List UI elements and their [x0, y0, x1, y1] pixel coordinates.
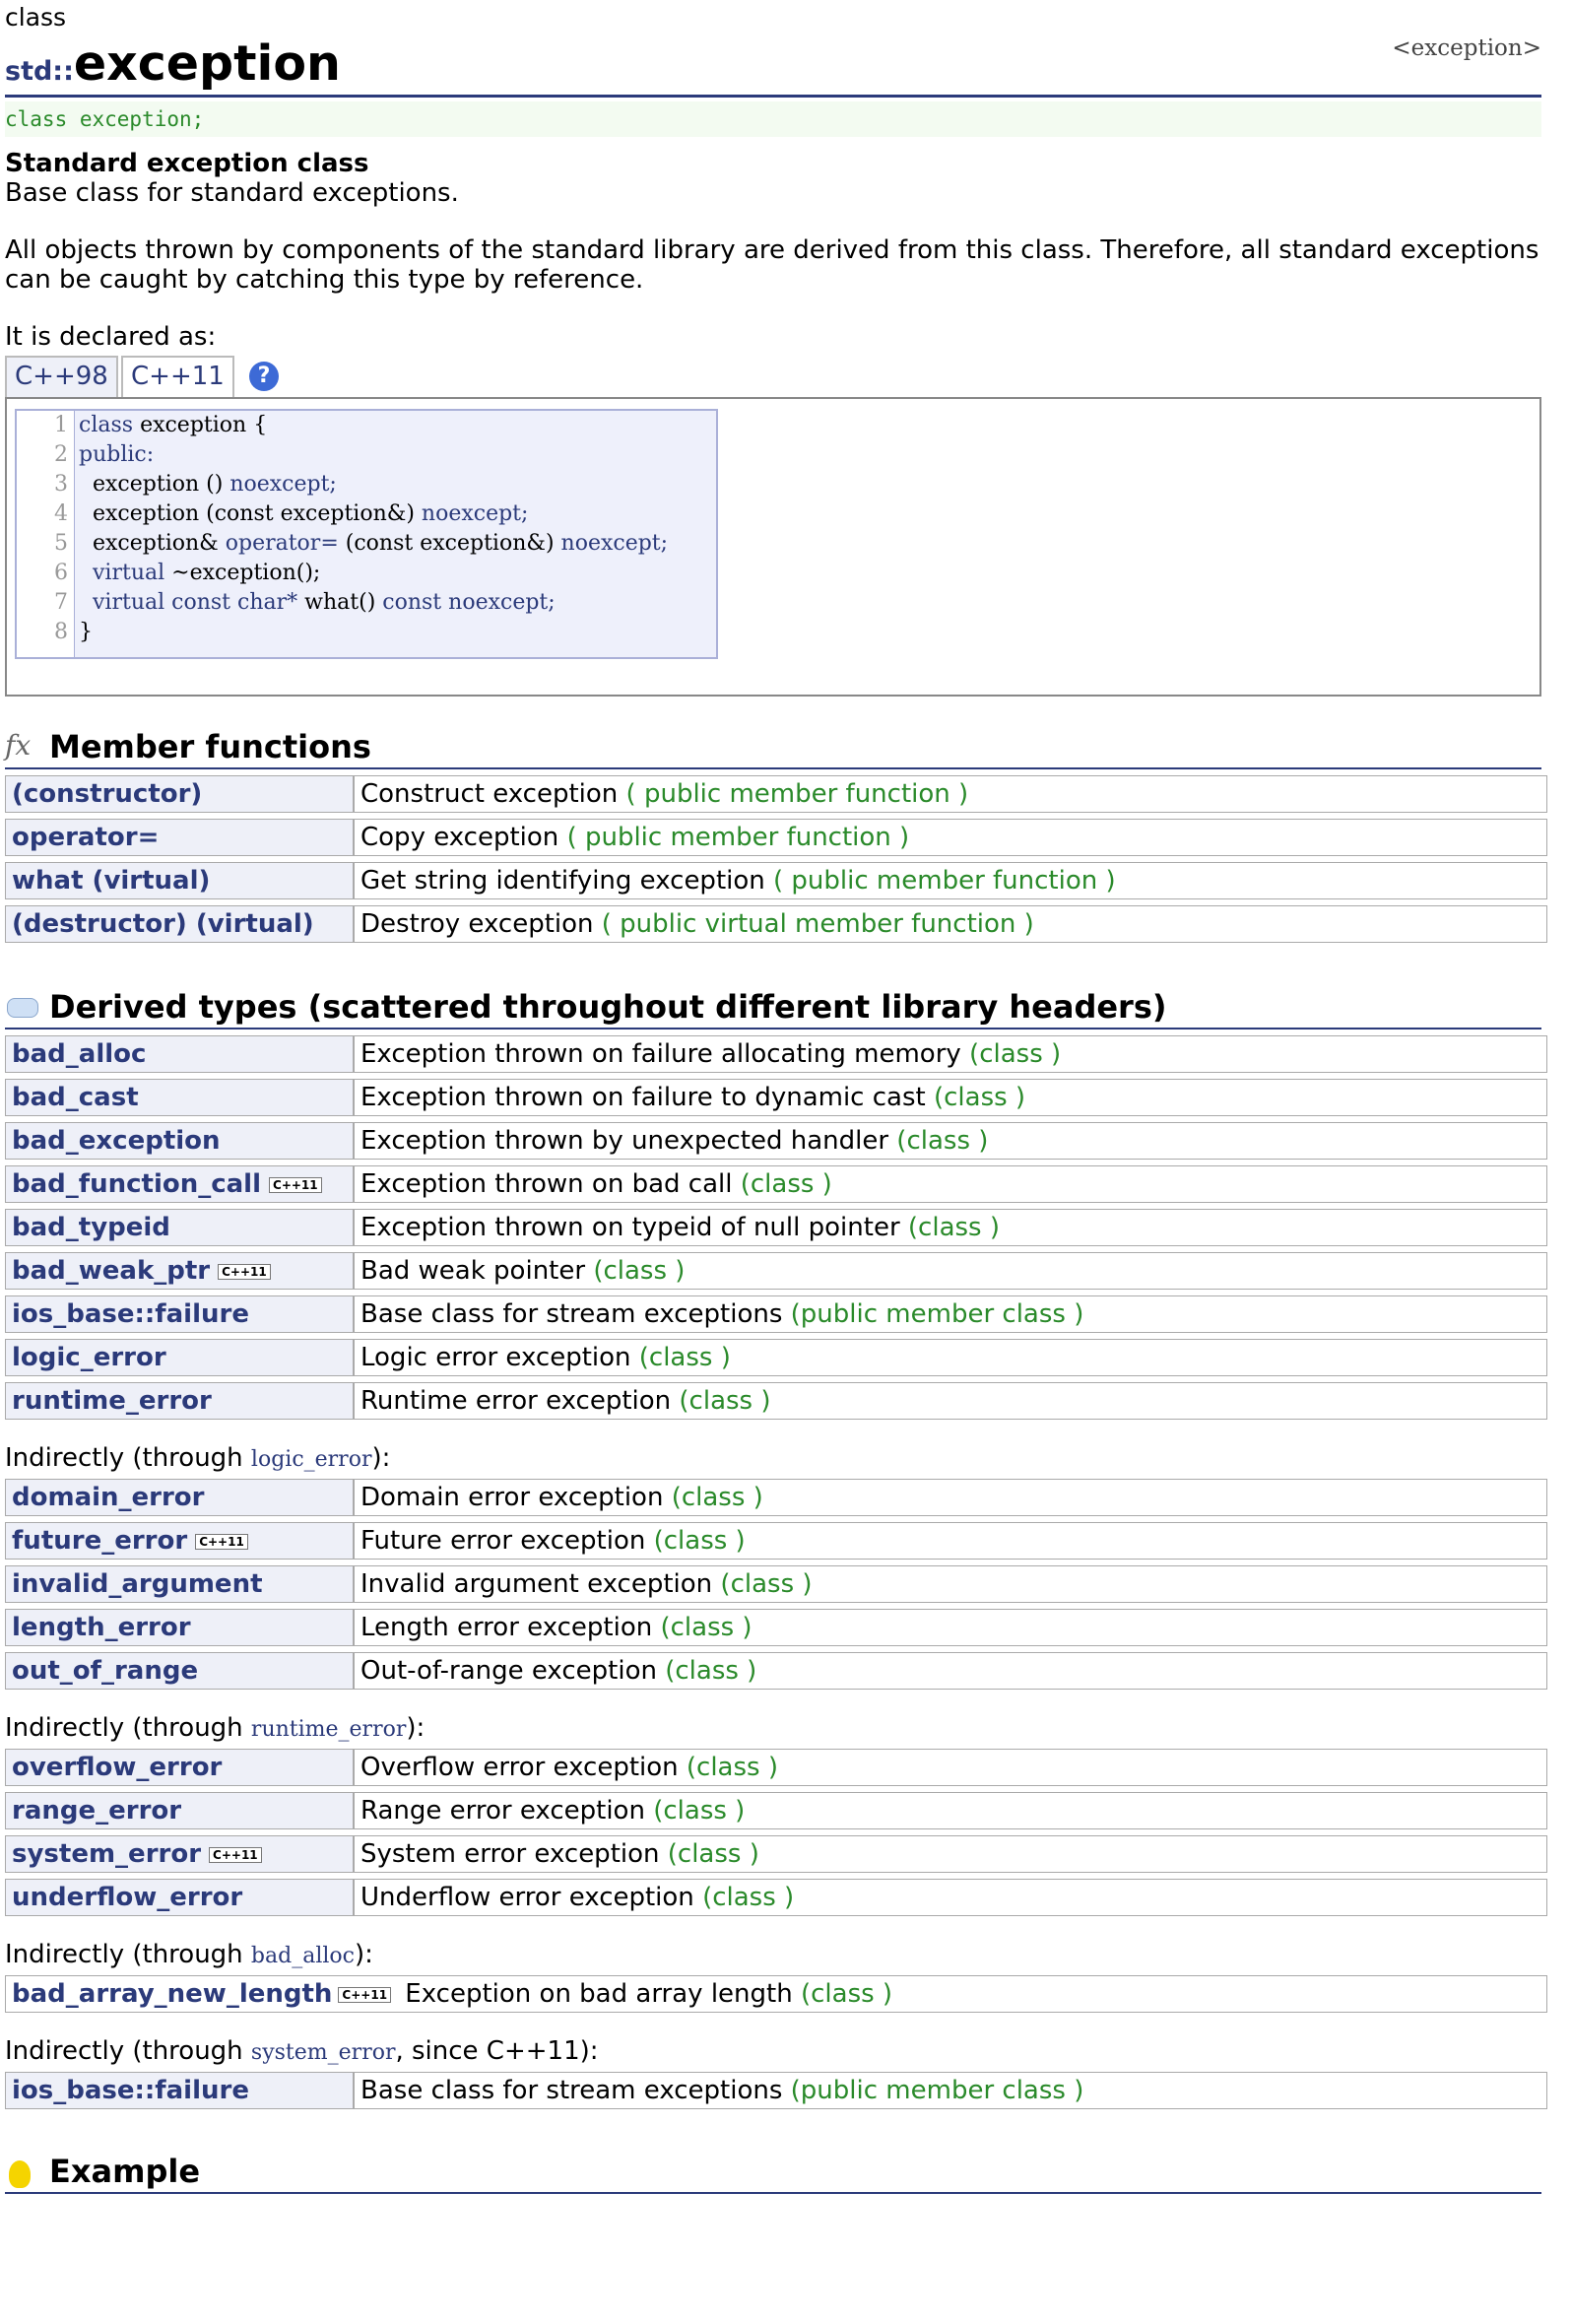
table-row — [5, 1339, 1547, 1376]
member-link[interactable]: (constructor) — [12, 779, 203, 809]
member-link[interactable]: bad_exception — [12, 1126, 221, 1156]
title-row — [5, 32, 1541, 98]
member-link[interactable]: underflow_error — [12, 1883, 243, 1912]
description: System error exception — [360, 1839, 668, 1869]
member-desc-cell — [354, 1209, 1547, 1246]
table-row — [5, 1565, 1547, 1603]
line-number: 5 — [54, 531, 68, 556]
kind-tag: ( public virtual member function ) — [601, 909, 1034, 939]
indirect-suffix: ): — [406, 1713, 425, 1743]
code-line: } — [79, 620, 93, 644]
member-link[interactable]: bad_typeid — [12, 1213, 170, 1242]
table-row — [5, 905, 1547, 943]
kind-tag: (class ) — [671, 1483, 763, 1512]
base-class-link[interactable]: runtime_error — [250, 1717, 407, 1742]
table-row — [5, 1879, 1547, 1916]
member-functions-heading — [5, 724, 1541, 769]
member-desc-cell — [354, 1339, 1547, 1376]
member-desc-cell — [354, 1295, 1547, 1333]
code-line: virtual const char* what() const noexcept; — [93, 590, 556, 615]
member-functions-table — [5, 769, 1547, 949]
member-name-cell[interactable] — [5, 1652, 354, 1690]
member-desc-cell — [354, 1835, 1547, 1873]
member-desc-cell — [354, 2072, 1547, 2109]
table-row — [5, 1975, 1547, 2013]
indirect-prefix: Indirectly (through — [5, 2036, 251, 2066]
member-link[interactable]: what (virtual) — [12, 866, 211, 896]
table-row — [5, 862, 1547, 899]
code-line: exception& operator= (const exception&) noexcept; — [93, 531, 669, 556]
description: Bad weak pointer — [360, 1256, 594, 1286]
indirect-suffix: ): — [354, 1940, 373, 1969]
member-link[interactable]: ios_base::failure — [12, 2076, 249, 2105]
member-link[interactable]: future_error — [12, 1526, 188, 1556]
indirect-table — [5, 1969, 1547, 2019]
member-name-cell[interactable] — [5, 775, 354, 813]
description: Exception on bad array length — [397, 1979, 801, 2009]
description: Out-of-range exception — [360, 1656, 666, 1686]
member-name-cell[interactable] — [5, 905, 354, 943]
cpp11-badge: C++11 — [218, 1264, 271, 1280]
subtitle: Standard exception class — [5, 149, 369, 178]
table-row — [5, 819, 1547, 856]
description: Runtime error exception — [360, 1386, 680, 1416]
member-name-cell[interactable] — [5, 1079, 354, 1116]
indirect-table — [5, 1473, 1547, 1695]
member-name-cell[interactable] — [5, 1609, 354, 1646]
indirect-suffix: ): — [371, 1443, 391, 1473]
description: Exception thrown on bad call — [360, 1169, 741, 1199]
description: All objects thrown by components of the standard library are derived from this class. Therefore, all standard exceptions can be caught by catching this type by reference. — [5, 235, 1539, 295]
member-link[interactable]: overflow_error — [12, 1753, 223, 1782]
table-row — [5, 1295, 1547, 1333]
member-link[interactable]: invalid_argument — [12, 1569, 263, 1599]
function-icon: fx — [5, 729, 32, 762]
code-line: virtual ~exception(); — [93, 561, 321, 585]
indirect-table — [5, 2066, 1547, 2115]
line-number: 2 — [54, 442, 68, 467]
code-lines — [75, 411, 668, 657]
code-frame — [5, 397, 1541, 697]
kind-tag: ( public member function ) — [625, 779, 969, 809]
kind-tag: (class ) — [660, 1613, 753, 1642]
code-block — [15, 409, 718, 659]
description: Future error exception — [360, 1526, 654, 1556]
table-row — [5, 2072, 1547, 2109]
line-numbers — [17, 411, 75, 657]
member-desc-cell — [354, 775, 1547, 813]
member-name-cell[interactable] — [5, 1295, 354, 1333]
member-desc-cell — [354, 1609, 1547, 1646]
help-icon[interactable]: ? — [249, 362, 279, 391]
member-desc-cell — [354, 1565, 1547, 1603]
table-row — [5, 1382, 1547, 1420]
indirect-label — [5, 1940, 1541, 1969]
table-row — [5, 1165, 1547, 1203]
kind-tag: (class ) — [800, 1979, 893, 2009]
member-name-cell[interactable] — [5, 1122, 354, 1160]
version-tabs — [5, 356, 1541, 397]
member-link[interactable]: bad_function_call — [12, 1169, 262, 1199]
member-desc-cell — [354, 862, 1547, 899]
kind-tag: (class ) — [740, 1169, 832, 1199]
base-class-link[interactable]: system_error — [250, 2040, 396, 2065]
member-name-cell[interactable] — [5, 1339, 354, 1376]
books-icon — [7, 998, 38, 1018]
table-row — [5, 1035, 1547, 1073]
cpp11-badge: C++11 — [269, 1177, 322, 1193]
member-name-cell[interactable] — [5, 819, 354, 856]
table-row — [5, 1609, 1547, 1646]
member-desc-cell — [354, 819, 1547, 856]
member-name-cell[interactable] — [5, 862, 354, 899]
kind-tag: (class ) — [720, 1569, 813, 1599]
header-link[interactable]: <exception> — [1392, 35, 1541, 61]
description: Exception thrown by unexpected handler — [360, 1126, 897, 1156]
derived-types-heading — [5, 984, 1541, 1029]
member-link[interactable]: bad_cast — [12, 1083, 139, 1112]
description: Base class for stream exceptions — [360, 2076, 791, 2105]
description: Logic error exception — [360, 1343, 639, 1372]
member-desc-cell — [354, 1652, 1547, 1690]
table-row — [5, 1835, 1547, 1873]
member-link[interactable]: out_of_range — [12, 1656, 199, 1686]
tab-cpp98[interactable]: C++98 — [5, 356, 118, 397]
line-number: 1 — [54, 413, 68, 437]
kind-tag: (class ) — [679, 1386, 771, 1416]
member-link[interactable]: bad_array_new_length — [12, 1979, 333, 2009]
description: Domain error exception — [360, 1483, 672, 1512]
section-title: Derived types (scattered throughout different library headers) — [49, 988, 1167, 1026]
indirect-label — [5, 1443, 1541, 1473]
kind-tag: (class ) — [653, 1526, 746, 1556]
member-desc-cell — [354, 1792, 1547, 1829]
indirect-groups — [5, 1443, 1541, 2115]
member-desc-cell — [354, 1165, 1547, 1203]
description: Base class for stream exceptions — [360, 1299, 791, 1329]
member-link[interactable]: bad_alloc — [12, 1039, 147, 1069]
member-desc-cell — [354, 1252, 1547, 1290]
member-link[interactable]: system_error — [12, 1839, 202, 1869]
code-line: public: — [79, 442, 155, 467]
member-desc-cell — [354, 905, 1547, 943]
kind-tag: (class ) — [969, 1039, 1062, 1069]
member-name-cell[interactable] — [5, 1749, 354, 1786]
reference-page — [5, 0, 1541, 2194]
base-class-link[interactable]: bad_alloc — [250, 1944, 355, 1968]
member-name-cell[interactable] — [5, 1565, 354, 1603]
section-title: Example — [49, 2153, 201, 2190]
title-namespace: std:: — [5, 56, 74, 87]
line-number: 6 — [54, 561, 68, 585]
member-desc-cell — [354, 1035, 1547, 1073]
description: Destroy exception — [360, 909, 602, 939]
member-desc-cell — [354, 1522, 1547, 1560]
indirect-prefix: Indirectly (through — [5, 1443, 251, 1473]
table-row — [5, 1122, 1547, 1160]
code-line: exception () noexcept; — [93, 472, 337, 497]
description: Construct exception — [360, 779, 626, 809]
member-link[interactable]: (destructor) (virtual) — [12, 909, 314, 939]
table-row — [5, 775, 1547, 813]
member-desc-cell — [354, 1122, 1547, 1160]
kind-tag: (class ) — [593, 1256, 686, 1286]
indirect-prefix: Indirectly (through — [5, 1713, 251, 1743]
table-row — [5, 1792, 1547, 1829]
member-desc-cell — [354, 1879, 1547, 1916]
member-link[interactable]: bad_weak_ptr — [12, 1256, 211, 1286]
indirect-label — [5, 2036, 1541, 2066]
table-row — [5, 1522, 1547, 1560]
member-name-cell[interactable] — [5, 1792, 354, 1829]
indirect-prefix: Indirectly (through — [5, 1940, 251, 1969]
derived-types-table — [5, 1029, 1547, 1426]
table-row — [5, 1479, 1547, 1516]
member-name-cell[interactable] — [5, 1879, 354, 1916]
summary: Base class for standard exceptions. — [5, 178, 459, 208]
description: Exception thrown on failure to dynamic cast — [360, 1083, 934, 1112]
description: Get string identifying exception — [360, 866, 774, 896]
description: Exception thrown on typeid of null pointer — [360, 1213, 908, 1242]
line-number: 3 — [54, 472, 68, 497]
member-name-cell[interactable] — [5, 2072, 354, 2109]
declaration: class exception; — [5, 101, 1541, 137]
kind-tag: (class ) — [933, 1083, 1026, 1112]
declared-as: It is declared as: — [5, 322, 217, 352]
example-heading — [5, 2149, 1541, 2194]
line-number: 4 — [54, 501, 68, 526]
member-link[interactable]: domain_error — [12, 1483, 205, 1512]
line-number: 7 — [54, 590, 68, 615]
member-link[interactable]: ios_base::failure — [12, 1299, 249, 1329]
line-number: 8 — [54, 620, 68, 644]
indirect-suffix: , since C++11): — [395, 2036, 599, 2066]
indirect-label — [5, 1713, 1541, 1743]
table-row — [5, 1209, 1547, 1246]
lightbulb-icon — [9, 2160, 31, 2188]
kind-tag: (class ) — [907, 1213, 1001, 1242]
code-line: exception (const exception&) noexcept; — [93, 501, 529, 526]
cpp11-badge: C++11 — [209, 1847, 262, 1863]
member-name-cell[interactable] — [5, 1522, 354, 1560]
description: Range error exception — [360, 1796, 654, 1826]
indirect-table — [5, 1743, 1547, 1922]
cpp11-badge: C++11 — [338, 1987, 391, 2003]
table-row — [5, 1749, 1547, 1786]
description: Exception thrown on failure allocating memory — [360, 1039, 970, 1069]
kind-tag: (class ) — [638, 1343, 731, 1372]
member-name-cell[interactable] — [5, 1382, 354, 1420]
kind-tag: (public member class ) — [790, 1299, 1084, 1329]
cpp11-badge: C++11 — [195, 1534, 248, 1550]
title-name: exception — [73, 35, 341, 92]
kind-tag: (class ) — [653, 1796, 746, 1826]
member-desc-cell — [354, 1079, 1547, 1116]
description: Copy exception — [360, 823, 567, 852]
member-link[interactable]: length_error — [12, 1613, 191, 1642]
entity-kind: class — [5, 3, 67, 32]
page-title — [5, 35, 341, 92]
member-link[interactable]: logic_error — [12, 1343, 166, 1372]
kind-tag: ( public member function ) — [773, 866, 1116, 896]
member-name-cell[interactable] — [5, 1479, 354, 1516]
kind-tag: (class ) — [702, 1883, 795, 1912]
kind-tag: (class ) — [896, 1126, 989, 1156]
table-row — [5, 1652, 1547, 1690]
tab-cpp11[interactable]: C++11 — [121, 356, 234, 397]
member-name-cell[interactable] — [5, 1035, 354, 1073]
section-title: Member functions — [49, 728, 371, 765]
member-name-cell[interactable] — [5, 1835, 354, 1873]
kind-tag: (public member class ) — [790, 2076, 1084, 2105]
member-name-cell[interactable] — [5, 1209, 354, 1246]
base-class-link[interactable]: logic_error — [250, 1447, 372, 1472]
table-row — [5, 1252, 1547, 1290]
member-link[interactable]: operator= — [12, 823, 160, 852]
member-desc-cell — [354, 1749, 1547, 1786]
description: Invalid argument exception — [360, 1569, 721, 1599]
description: Length error exception — [360, 1613, 661, 1642]
member-link[interactable]: runtime_error — [12, 1386, 212, 1416]
member-desc-cell — [354, 1382, 1547, 1420]
description: Overflow error exception — [360, 1753, 687, 1782]
table-cell — [5, 1975, 1547, 2013]
member-name-cell[interactable] — [5, 1165, 354, 1203]
kind-tag: ( public member function ) — [566, 823, 910, 852]
code-line: class exception { — [79, 413, 268, 437]
kind-tag: (class ) — [686, 1753, 778, 1782]
member-link[interactable]: range_error — [12, 1796, 182, 1826]
table-row — [5, 1079, 1547, 1116]
member-desc-cell — [354, 1479, 1547, 1516]
member-name-cell[interactable] — [5, 1252, 354, 1290]
description: Underflow error exception — [360, 1883, 703, 1912]
kind-tag: (class ) — [667, 1839, 759, 1869]
kind-tag: (class ) — [665, 1656, 757, 1686]
